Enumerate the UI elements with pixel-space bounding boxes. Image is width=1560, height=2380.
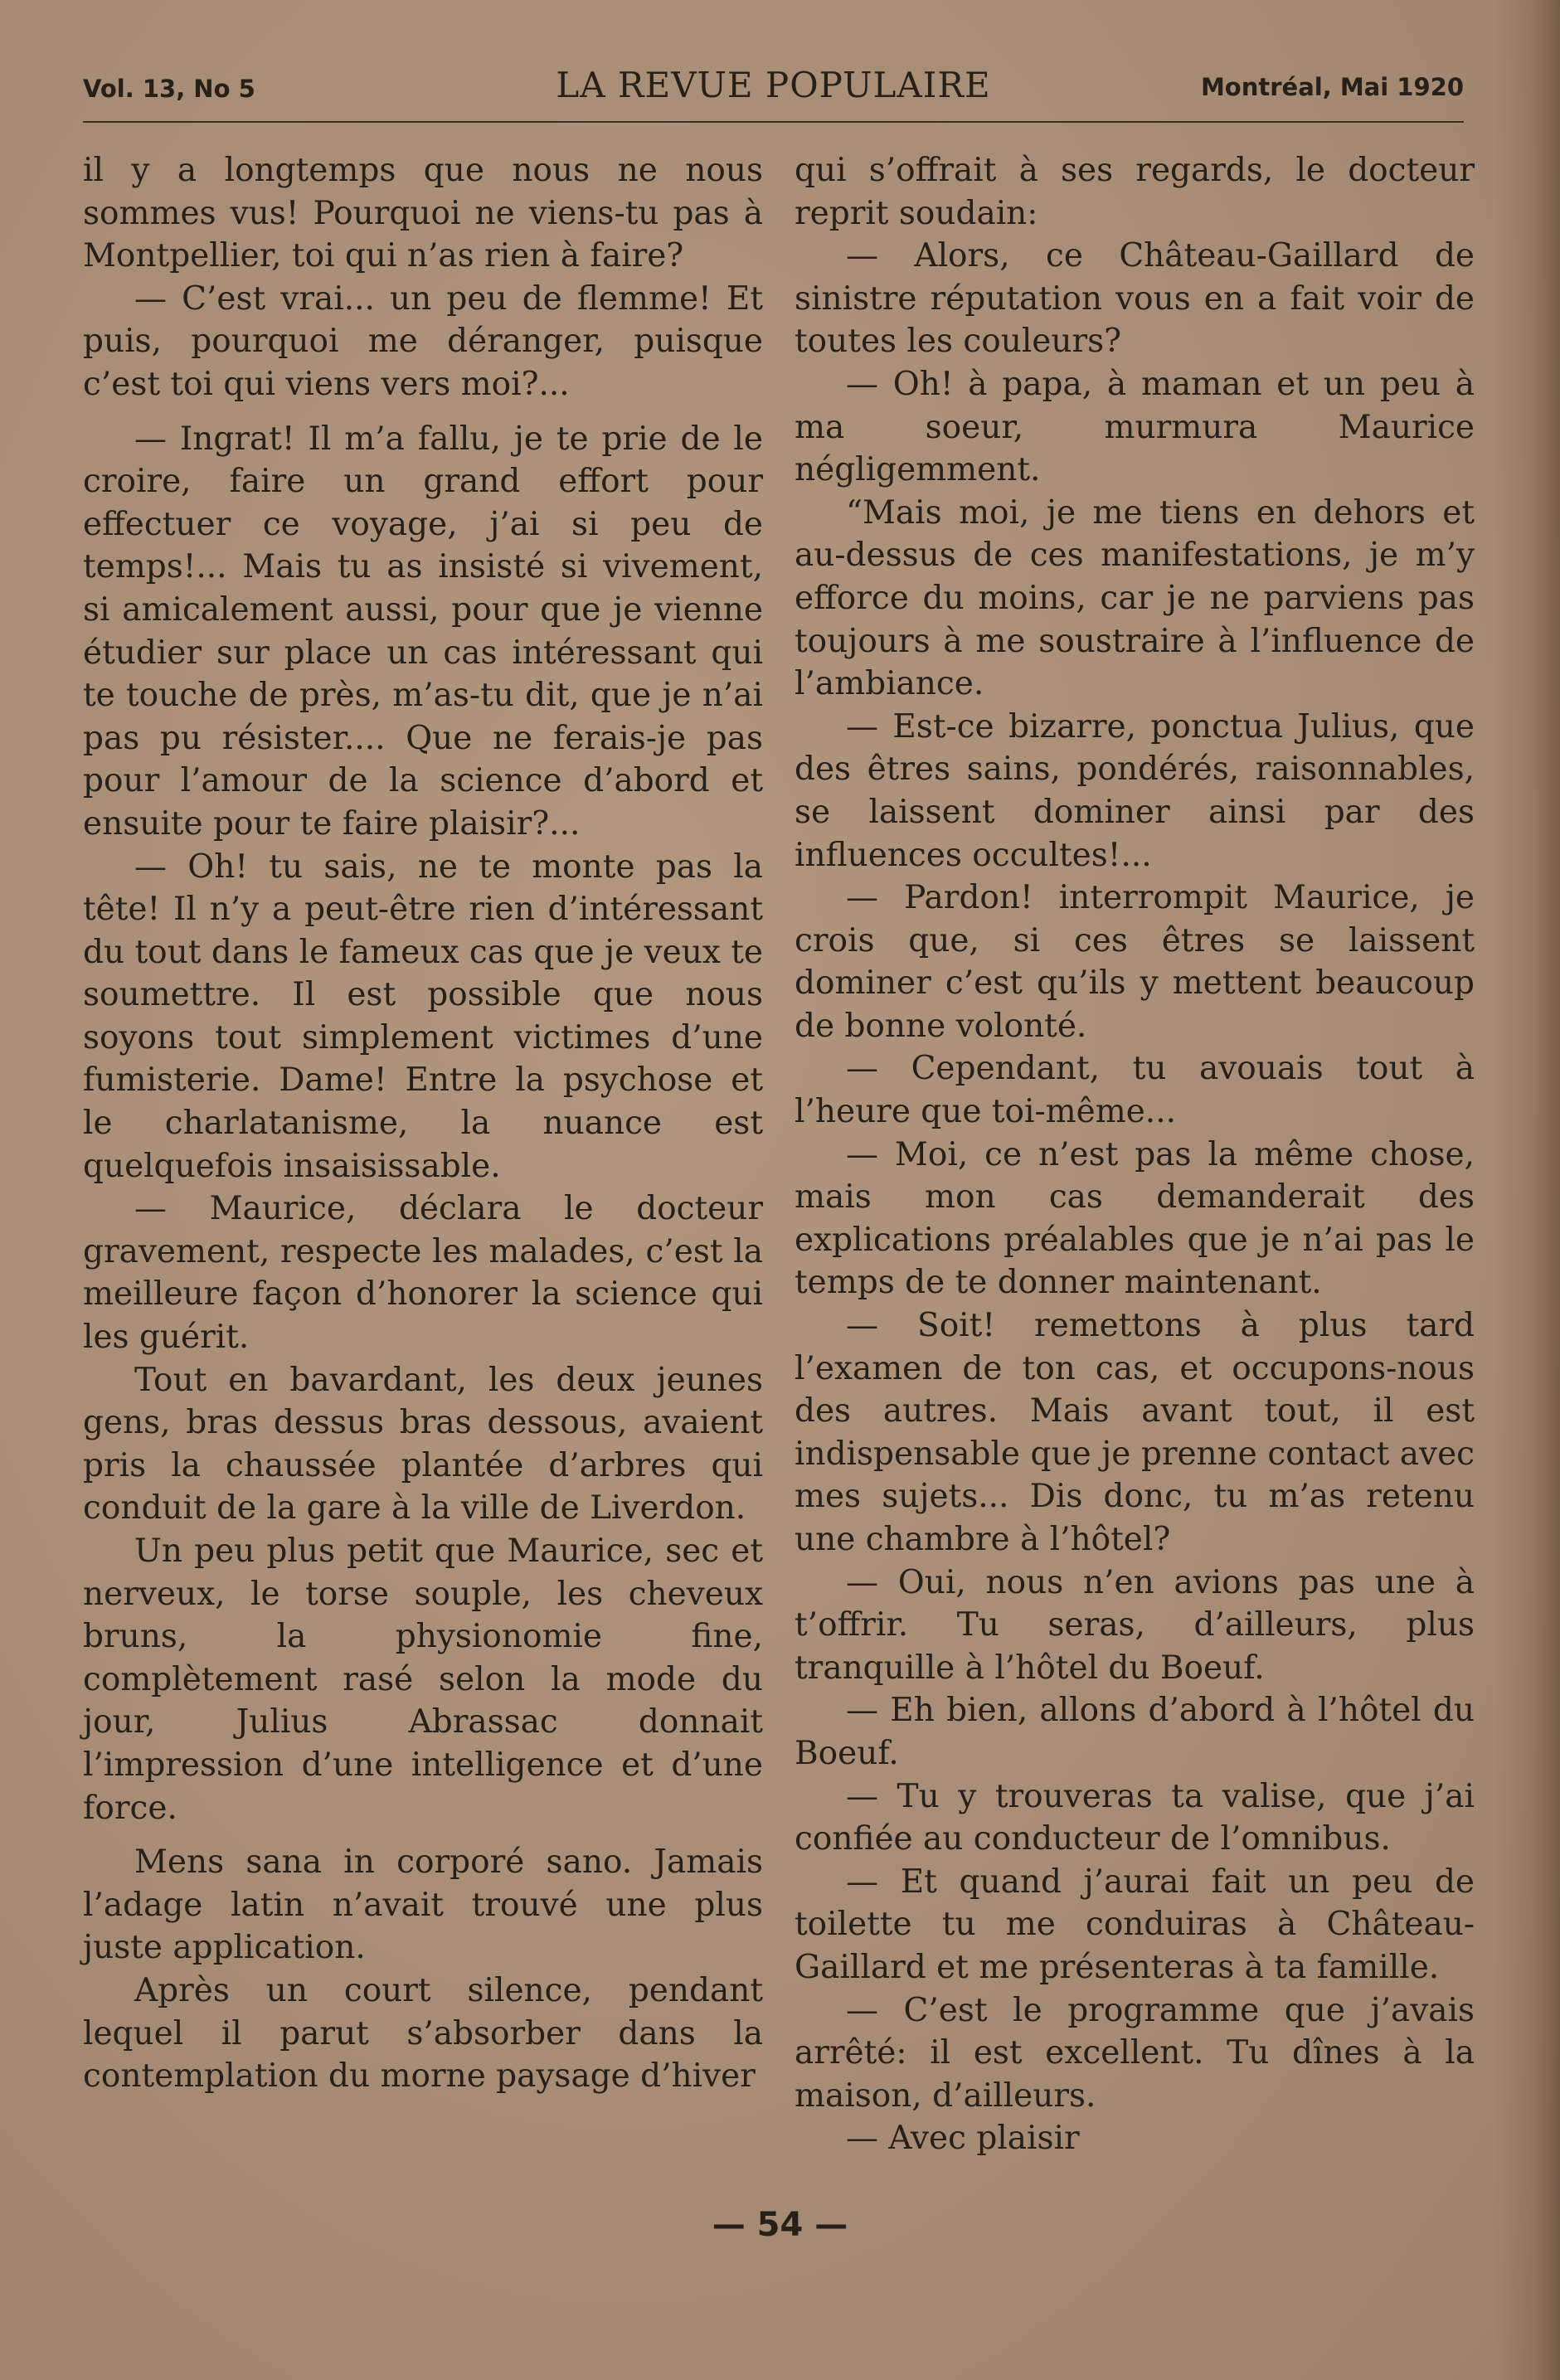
paragraph: — Oh! tu sais, ne te monte pas la tête! Il n’y a peut-être rien d’intéressant du tout dans le fameux cas que je veux te soumettre. Il est possible que nous soyons tout simplement victimes d’une fumisterie. Dame! Entre la psychose et le charlatanisme, la nuance est quelquefois insaisissable. — [83, 848, 763, 1185]
paragraph: — Est-ce bizarre, ponctua Julius, que des êtres sains, pondérés, raisonnables, se laissent dominer ainsi par des influences occultes!... — [795, 707, 1475, 874]
paragraph: — Alors, ce Château-Gaillard de sinistre réputation vous en a fait voir de toutes les couleurs? — [795, 237, 1475, 361]
paragraph: — Moi, ce n’est pas la même chose, mais mon cas demanderait des explications préalables que je n’ai pas le temps de te donner maintenant. — [795, 1135, 1475, 1302]
paragraph: qui s’offrait à ses regards, le docteur reprit soudain: — [795, 152, 1475, 232]
page-number: — 54 — — [712, 2206, 848, 2244]
paragraph: “Mais moi, je me tiens en dehors et au-dessus de ces manifestations, je m’y efforce du moins, car je ne parviens pas toujours à me soustraire à l’influence de l’ambiance. — [795, 493, 1475, 703]
paragraph: — C’est vrai... un peu de flemme! Et puis, pourquoi me déranger, puisque c’est toi qui viens vers moi?... — [83, 279, 763, 403]
paragraph: — Et quand j’aurai fait un peu de toilette tu me conduiras à Château-Gaillard et me présenteras à ta famille. — [795, 1863, 1475, 1986]
paragraph: — Maurice, déclara le docteur gravement, respecte les malades, c’est la meilleure façon d’honorer la science qui les guérit. — [83, 1190, 763, 1357]
paragraph: — Oh! à papa, à maman et un peu à ma soeur, murmura Maurice négligemment. — [795, 365, 1475, 489]
paragraph: il y a longtemps que nous ne nous sommes vus! Pourquoi ne viens-tu pas à Montpellier, toi qui n’as rien à faire? — [83, 152, 763, 275]
paragraph: — Cependant, tu avouais tout à l’heure que toi-même... — [795, 1050, 1475, 1131]
paragraph: Un peu plus petit que Maurice, sec et nerveux, le torse souple, les cheveux bruns, la physionomie fine, complètement rasé selon la mode du jour, Julius Abrassac donnait l’impression d’une intelligence et d’une force. — [83, 1532, 763, 1827]
left-column — [83, 149, 763, 2173]
page-edge-shadow — [1494, 0, 1560, 2380]
right-column — [795, 149, 1475, 2173]
paragraph: — Tu y trouveras ta valise, que j’ai confiée au conducteur de l’omnibus. — [795, 1777, 1475, 1858]
paragraph: — Avec plaisir — [846, 2120, 1080, 2158]
header-rule — [83, 121, 1464, 123]
volume-number: Vol. 13, No 5 — [83, 75, 255, 103]
paragraph: — Ingrat! Il m’a fallu, je te prie de le croire, faire un grand effort pour effectuer ce voyage, j’ai si peu de temps!... Mais tu as insisté si vivement, si amicalement aussi, pour que je vienne étudier sur place un cas intéressant qui te touche de près, m’as-tu dit, que je n’ai pas pu résister.... Que ne ferais-je pas pour l’amour de la science d’abord et ensuite pour te faire plaisir?... — [83, 420, 763, 843]
paragraph: — Oui, nous n’en avions pas une à t’offrir. Tu seras, d’ailleurs, plus tranquille à l’hôtel du Boeuf. — [795, 1563, 1475, 1687]
issue-date: Montréal, Mai 1920 — [1200, 73, 1464, 101]
paragraph: — Pardon! interrompit Maurice, je crois que, si ces êtres se laissent dominer c’est qu’ils y mettent beaucoup de bonne volonté. — [795, 879, 1475, 1045]
paragraph: Mens sana in corporé sano. Jamais l’adage latin n’avait trouvé une plus juste application. — [83, 1843, 763, 1967]
paragraph: — Eh bien, allons d’abord à l’hôtel du Boeuf. — [795, 1692, 1475, 1772]
paragraph: — Soit! remettons à plus tard l’examen de ton cas, et occupons-nous des autres. Mais avant tout, il est indispensable que je prenne contact avec mes sujets... Dis donc, tu m’as retenu une chambre à l’hôtel? — [795, 1307, 1475, 1558]
publication-title: LA REVUE POPULAIRE — [556, 65, 991, 105]
paragraph: Tout en bavardant, les deux jeunes gens, bras dessus bras dessous, avaient pris la chaussée plantée d’arbres qui conduit de la gare à la ville de Liverdon. — [83, 1361, 763, 1528]
paragraph: — C’est le programme que j’avais arrêté: il est excellent. Tu dînes à la maison, d’ailleurs. — [795, 1991, 1475, 2115]
paragraph: Après un court silence, pendant lequel il parut s’absorber dans la contemplation du morne paysage d’hiver — [83, 1971, 763, 2096]
running-header — [83, 65, 1464, 114]
